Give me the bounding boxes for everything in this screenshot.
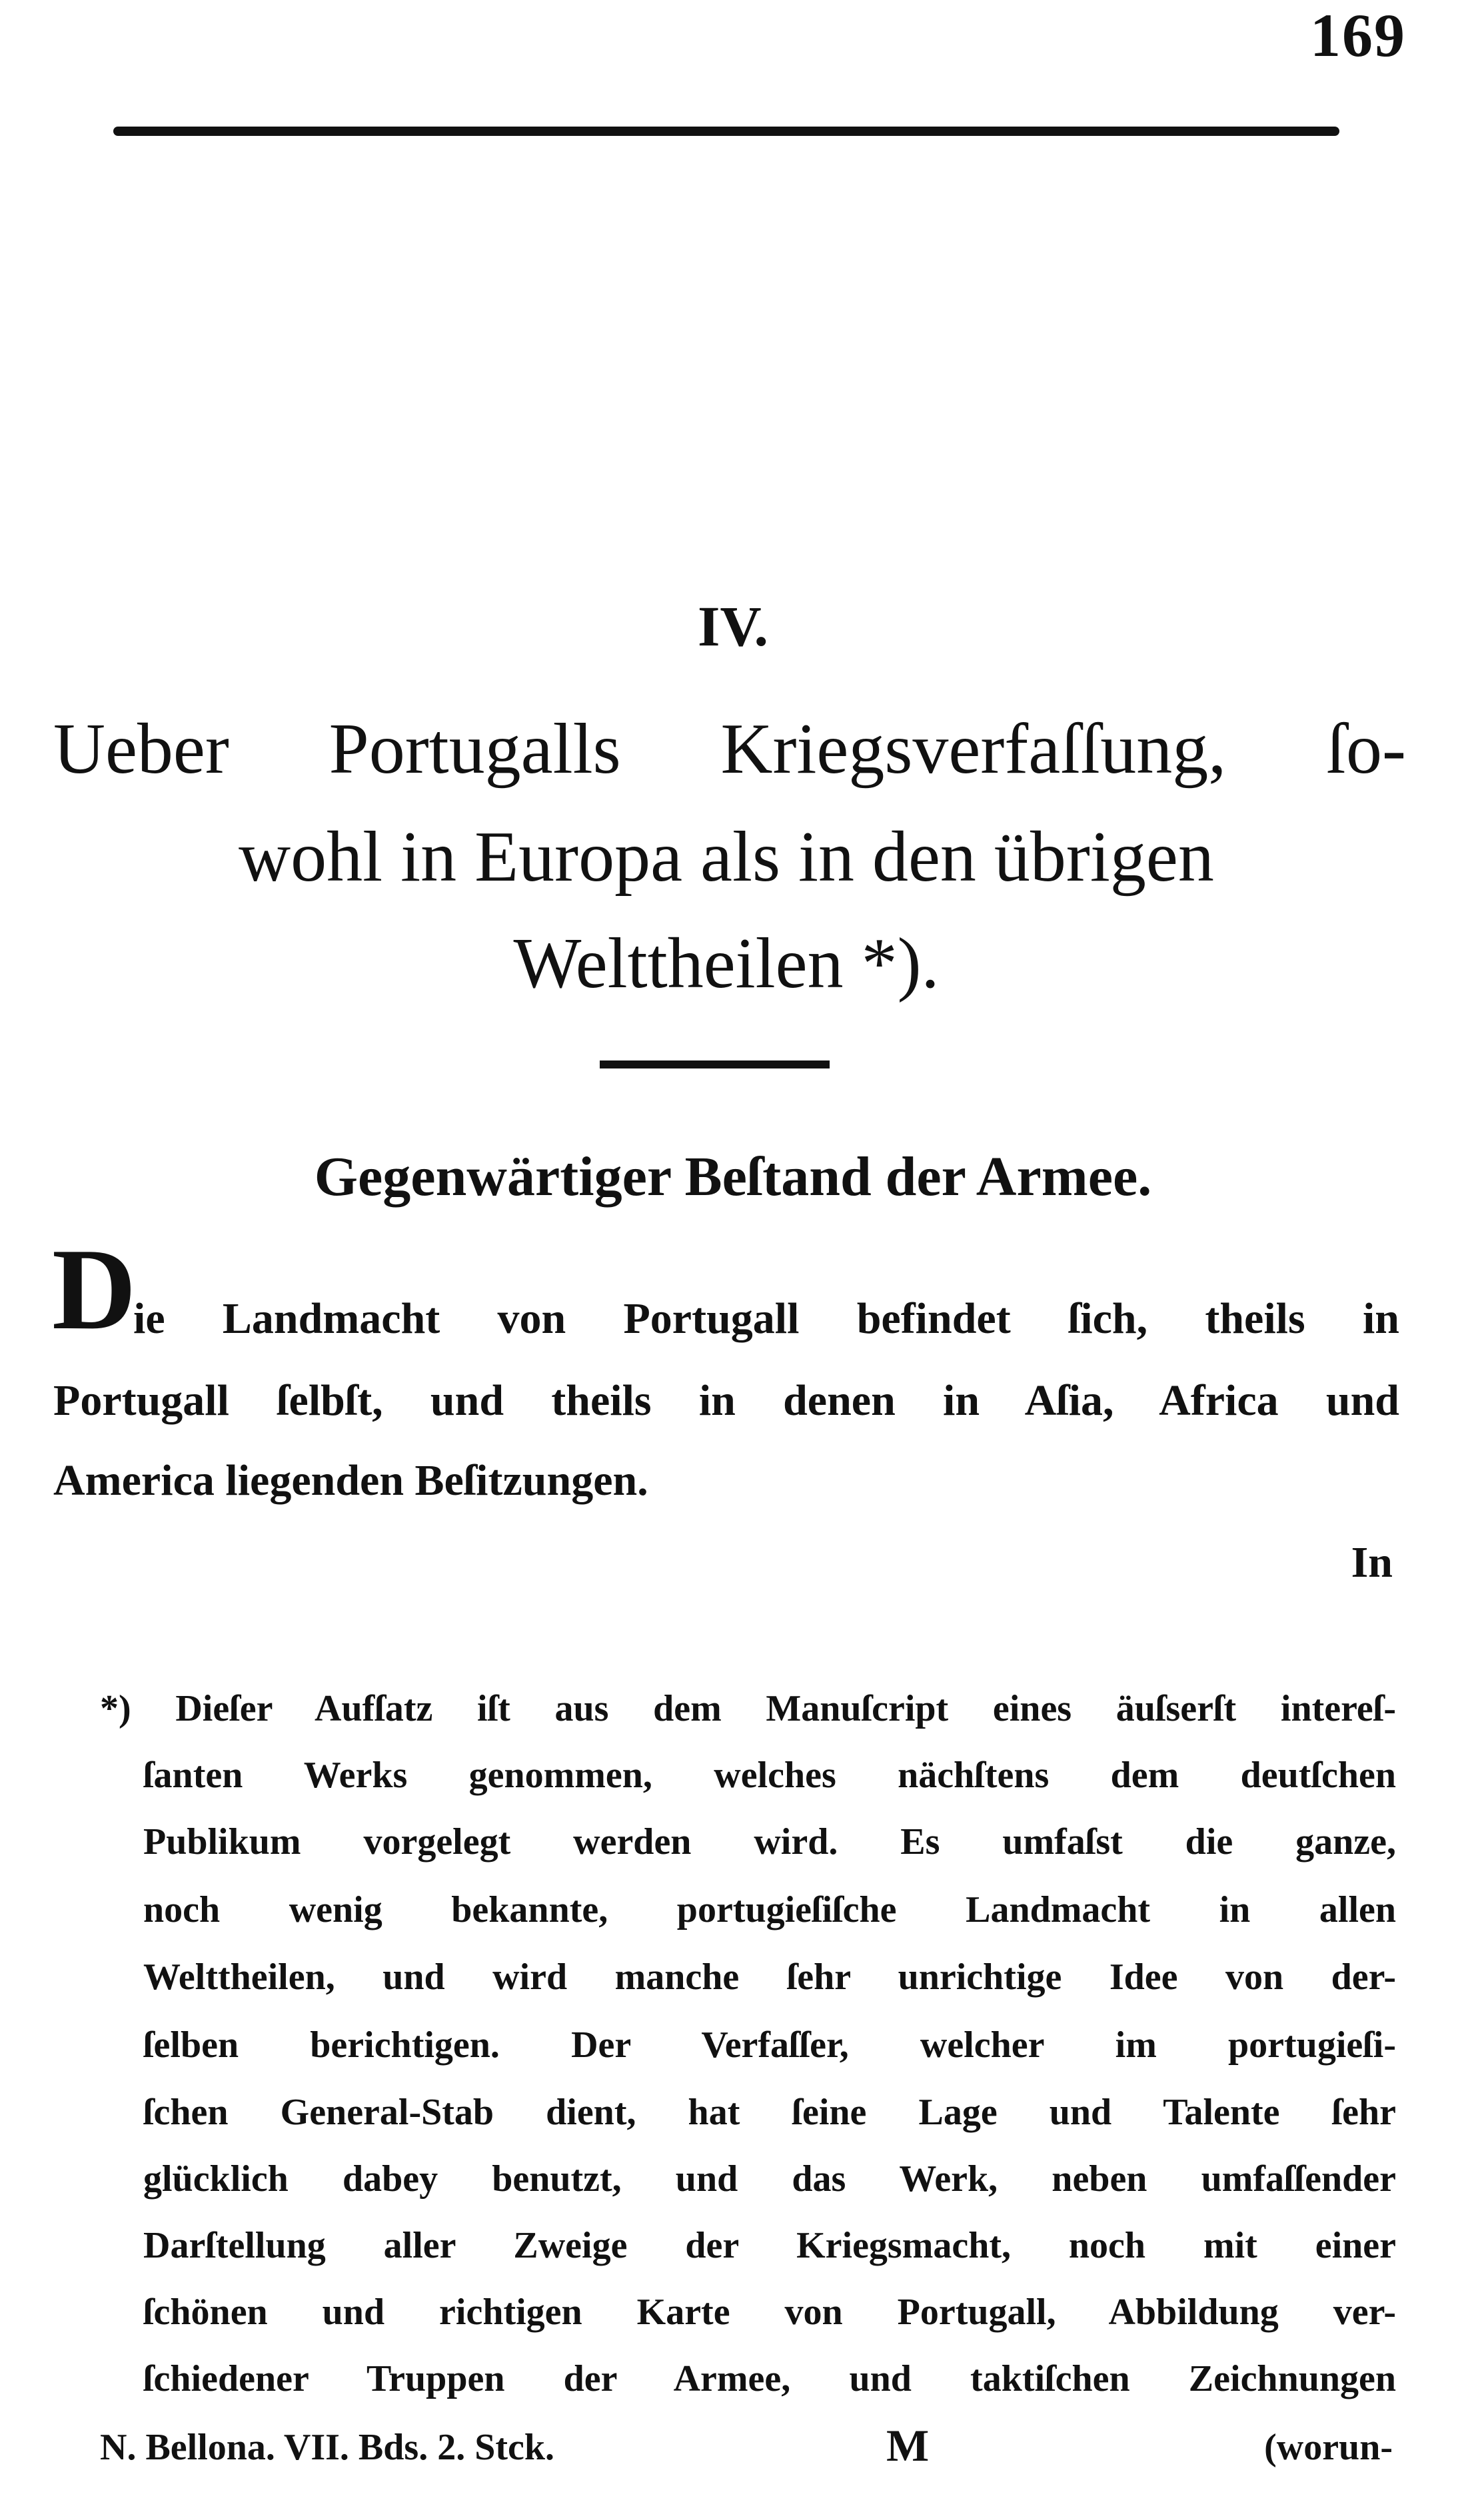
footnote-line: ſelben berichtigen. Der Verfaſſer, welcher im portugieſi- [143, 2024, 1396, 2066]
chapter-title-line-3: Welttheilen *). [513, 924, 940, 1003]
footnote-line: glücklich dabey benutzt, und das Werk, neben umfaſſender [143, 2158, 1396, 2200]
section-numeral: IV. [698, 594, 768, 658]
footnote-line: noch wenig bekannte, portugieſiſche Landmacht in allen [143, 1889, 1396, 1930]
printer-signature: N. Bellona. VII. Bds. 2. Stck. [100, 2427, 555, 2468]
footnote-catchword: (worun- [1264, 2427, 1393, 2468]
title-divider-rule [600, 1060, 830, 1068]
footnote-line: Welttheilen, und wird manche ſehr unrichtige Idee von der- [143, 1956, 1396, 1998]
footnote-line: ſchiedener Truppen der Armee, und taktiſchen Zeichnungen [143, 2358, 1396, 2399]
drop-cap: D [52, 1224, 137, 1354]
chapter-title-line-2: wohl in Europa als in den übrigen [239, 817, 1214, 897]
footnote-line: ſchönen und richtigen Karte von Portugall, Abbildung ver- [143, 2292, 1396, 2333]
footnote-line: Publikum vorgelegt werden wird. Es umfaſst die ganze, [143, 1821, 1396, 1863]
footnote-line: Darſtellung aller Zweige der Kriegsmacht, noch mit einer [143, 2225, 1396, 2266]
signature-mark: M [886, 2420, 930, 2471]
chapter-title-line-1: Ueber Portugalls Kriegsverfaſſung, ſo- [53, 709, 1406, 789]
footnote-line: ſanten Werks genommen, welches nächſtens dem deutſchen [143, 1755, 1396, 1796]
header-rule [113, 127, 1339, 136]
body-text-line: America liegenden Beſitzungen. [53, 1456, 648, 1505]
catchword: In [1351, 1538, 1393, 1587]
section-subheading: Gegenwärtiger Beſtand der Armee. [314, 1146, 1152, 1208]
body-text-line: ie Landmacht von Portugall befindet ſich, theils in [133, 1294, 1399, 1343]
body-text-line: Portugall ſelbſt, und theils in denen in Aſia, Africa und [53, 1376, 1399, 1425]
footnote-line: ſchen General-Stab dient, hat ſeine Lage und Talente ſehr [143, 2092, 1396, 2133]
footnote-line: *) Dieſer Aufſatz iſt aus dem Manuſcript eines äuſserſt intereſ- [100, 1688, 1396, 1729]
page-number: 169 [1310, 1, 1406, 69]
